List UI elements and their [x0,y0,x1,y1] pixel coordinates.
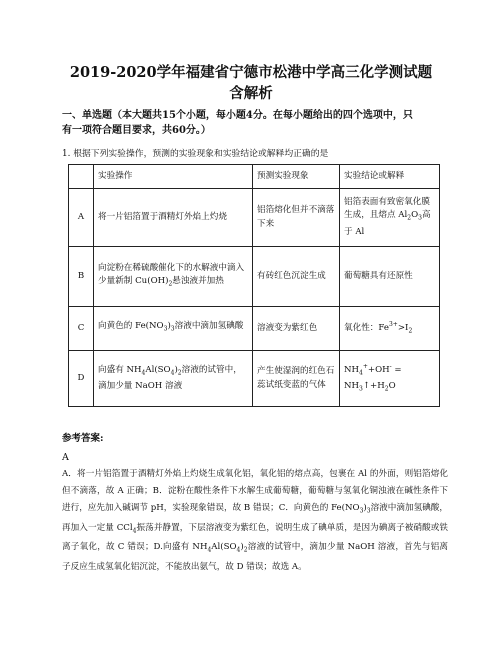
section-heading [62,108,452,138]
table-row [69,351,440,407]
row-operation: 向黄色的 $Fe(NO_3)_3$溶液中滴加氢碘酸 [94,307,253,351]
header-conclusion: 实验结论或解释 [340,165,440,189]
question-stem: 1. 根据下列实验操作，预测的实验现象和实验结论或解释均正确的是 [62,149,329,159]
header-empty-cell [69,165,94,189]
row-phenomenon: 溶液变为紫红色 [253,307,340,351]
section-heading-line-2: 有一项符合题目要求，共60分。） [62,125,211,136]
row-phenomenon: 产生使湿润的红色石蕊试纸变蓝的气体 [253,351,340,407]
answer-letter: A [62,452,69,463]
row-operation: 将一片铝箔置于酒精灯外焰上灼烧 [94,189,253,247]
answer-heading: 参考答案: [62,433,104,444]
experiment-table [68,164,440,407]
option-label: C [69,307,94,351]
table-header-row [69,165,440,189]
title-line-2: 含解析 [229,85,273,102]
page-title [56,62,446,104]
row-phenomenon: 铝箔熔化但并不滴落下来 [253,189,340,247]
row-conclusion: 铝箔表面有致密氧化膜生成，且熔点 $Al_2O_3$高于 Al [340,189,440,247]
row-operation: 向淀粉在稀硫酸催化下的水解液中滴入少量新制 $Cu(OH)_2$悬浊液并加热 [94,247,253,307]
title-line-1: 2019-2020学年福建省宁德市松港中学高三化学测试题 [69,64,433,81]
table-row [69,247,440,307]
header-operation: 实验操作 [94,165,253,189]
row-conclusion: $NH_4^++OH^-$ = $NH_3↑+H_2O$ [340,351,440,407]
row-operation: 向盛有 $NH_4Al(SO_4)_2$溶液的试管中，滴加少量 NaOH 溶液 [94,351,253,407]
option-label: A [69,189,94,247]
answer-explanation: A．将一片铝箔置于酒精灯外焰上灼烧生成氧化铝，氧化铝的熔点高，包裹在 Al 的外面，则铝箔熔化但不滴落，故 A 正确；B．淀粉在酸性条件下水解生成葡萄糖，葡萄糖与氢氧化铜浊液在碱性条件下进行，应先加入碱调节 pH，实验现象错误，故 B 错误；C．向黄色的 $Fe(NO_3)_3$溶液中滴加氢碘酸，再加入一定量 CCl$_4$振荡并静置，下层溶液变为紫红色，说明生成了碘单质，是因为碘离子被硝酸或铁离子氧化，故 C 错误；D.向盛有 $NH_4Al(SO_4)_2$溶液的试管中，滴加少量 NaOH 溶液，首先与铝离子反应生成氢氧化铝沉淀，不能放出氨气，故 D 错误；故选 A。 [62,469,448,573]
row-conclusion: 氧化性：$Fe^{3+}>I_2$ [340,307,440,351]
option-label: B [69,247,94,307]
header-phenomenon: 预测实验现象 [253,165,340,189]
row-conclusion: 葡萄糖具有还原性 [340,247,440,307]
row-phenomenon: 有砖红色沉淀生成 [253,247,340,307]
option-label: D [69,351,94,407]
table-row [69,189,440,247]
table-row [69,307,440,351]
section-heading-line-1: 一、单选题（本大题共15个小题，每小题4分。在每小题给出的四个选项中，只 [62,110,413,121]
